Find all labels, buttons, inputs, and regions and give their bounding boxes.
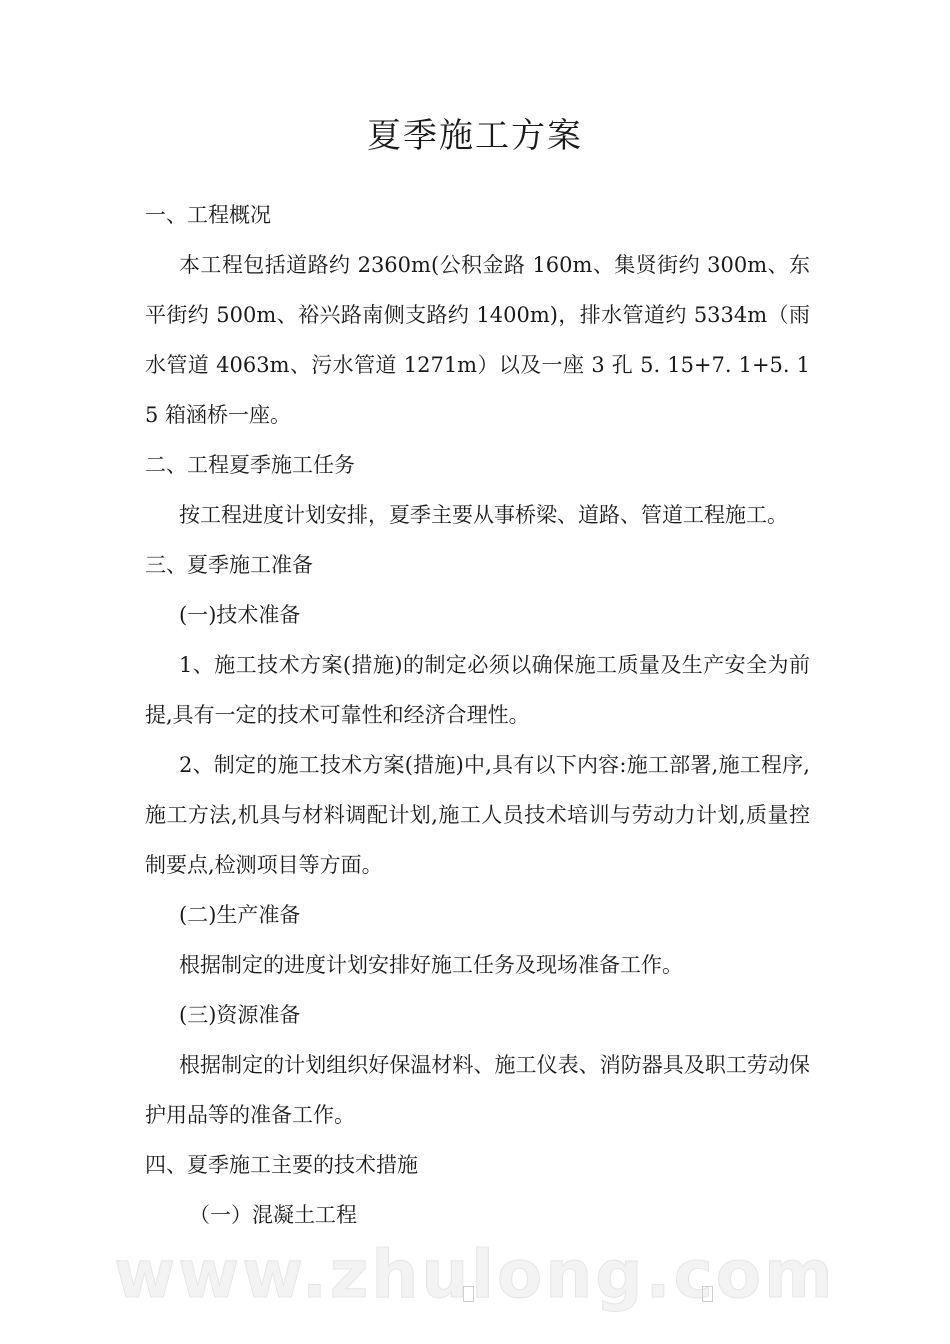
paragraph-technical-prep-1: 1、施工技术方案(措施)的制定必须以确保施工质量及生产安全为前提,具有一定的技术可靠性和经济合理性。 [145,653,810,727]
placeholder-glyph-icon [702,1286,713,1302]
subheading-technical-prep: (一)技术准备 [179,603,301,627]
subheading-resource-prep: (三)资源准备 [179,1003,301,1027]
document-title: 夏季施工方案 [367,116,583,156]
subheading-production-prep: (二)生产准备 [179,903,301,927]
paragraph-resource-prep: 根据制定的计划组织好保温材料、施工仪表、消防器具及职工劳动保护用品等的准备工作。 [145,1053,810,1127]
paragraph-technical-prep-2: 2、制定的施工技术方案(措施)中,具有以下内容:施工部署,施工程序,施工方法,机具与材料调配计划,施工人员技术培训与劳动力计划,质量控制要点,检测项目等方面。 [145,753,810,877]
watermark-logo: www.zhulong.com [114,1236,836,1313]
document-body [145,190,810,1240]
subheading-concrete-works: （一）混凝土工程 [189,1203,357,1227]
paragraph-project-overview: 本工程包括道路约 2360m(公积金路 160m、集贤街约 300m、东平街约 500m、裕兴路南侧支路约 1400m)，排水管道约 5334m（雨水管道 4063m、污水管道 1271m）以及一座 3 孔 5. 15+7. 1+5. 15 箱涵桥一座。 [145,253,810,427]
paragraph-summer-task: 按工程进度计划安排，夏季主要从事桥梁、道路、管道工程施工。 [179,503,788,527]
placeholder-glyph-icon [463,1286,474,1302]
section-heading-1: 一、工程概况 [145,203,271,227]
section-heading-2: 二、工程夏季施工任务 [145,453,355,477]
paragraph-production-prep: 根据制定的进度计划安排好施工任务及现场准备工作。 [179,953,683,977]
section-heading-3: 三、夏季施工准备 [145,553,313,577]
section-heading-4: 四、夏季施工主要的技术措施 [145,1153,418,1177]
